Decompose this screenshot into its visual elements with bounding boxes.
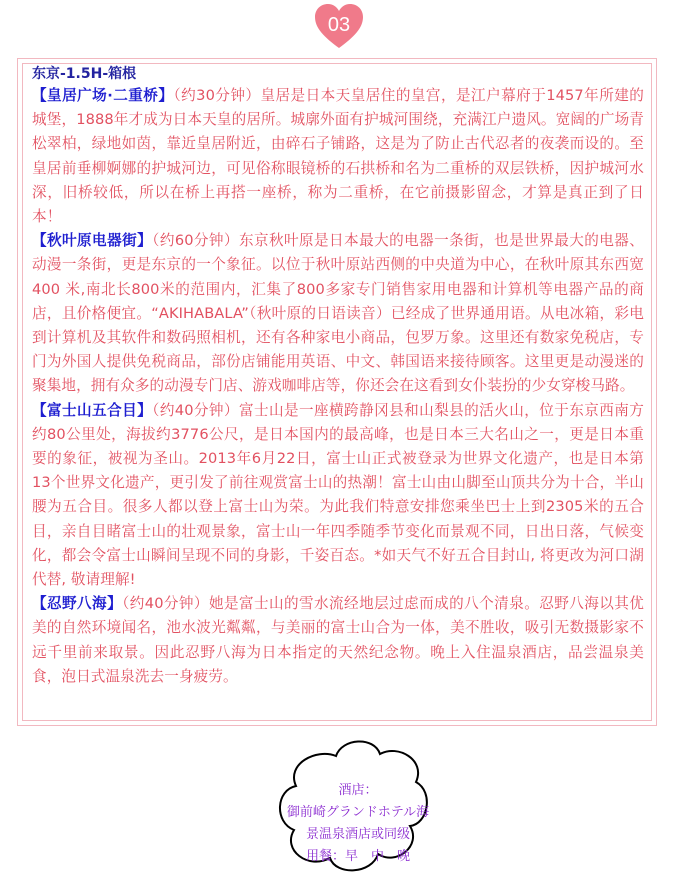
hotel-text xyxy=(284,780,432,868)
spot-description: 皇居是日本天皇居住的皇宫，是江户幕府于1457年所建的城堡，1888年才成为日本天皇的居所。城廓外面有护城河围绕，充满江户遗风。宽阔的广场青松翠柏，绿地如茵，靠近皇居附近，由碎石子铺路，这是为了防止古代忍者的夜袭而设的。至皇居前垂柳婀娜的护城河边，可见俗称眼镜桥的石拱桥和名为二重桥的双层铁桥，因护城河水深，旧桥较低，所以在桥上再搭一座桥，称为二重桥，在它前摄影留念，才算是真正到了日本！ xyxy=(32,87,644,226)
spot-duration: （约30分钟） xyxy=(173,87,261,104)
hotel-meals: 用餐：早 中 晚 xyxy=(305,849,410,864)
spot-description: 富士山是一座横跨静冈县和山梨县的活火山，位于东京西南方约80公里处，海拔约3776公尺，是日本国内的最高峰，也是日本三大名山之一，更是日本重要的象征，被视为圣山。2013年6月22日，富士山正式被登录为世界文化遗产，也是日本第13个世界文化遗产，更引发了前往观赏富士山的热潮！富士山由山脚至山顶共分为十合，半山腰为五合目。很多人都以登上富士山为荣。为此我们特意安排您乘坐巴士上到2305米的五合目，亲自目睹富士山的壮观景象，富士山一年四季随季节变化而景观不同，日出日落，气候变化，都会令富士山瞬间呈现不同的身影，千姿百态。*如天气不好五合目封山, 将更改为河口湖代替, 敬请理解! xyxy=(32,401,644,589)
hotel-name: 御前崎グランドホテル海景温泉酒店或同级 xyxy=(286,805,430,842)
spot-description: 东京秋叶原是日本最大的电器一条街，也是世界最大的电器、动漫一条街，更是东京的一个象征。以位于秋叶原站西侧的中央道为中心，在秋叶原其东西宽400 米,南北长800米的范围内，汇集了800多家专门销售家用电器和计算机等电器产品的商店，且价格便宜。“AKIHABALA”（秋叶原的日语读音）已经成了世界通用语。从电冰箱，彩电到计算机及其软件和数码照相机，还有各种家电小商品，包罗万象。这里还有数家免税店，专门为外国人提供免税商品，部份店铺能用英语、中文、韩国语来接待顾客。这里更是动漫迷的聚集地，拥有众多的动漫专门店、游戏咖啡店等，你还会在这看到女仆装扮的少女穿梭马路。 xyxy=(32,232,644,395)
itinerary-content xyxy=(32,64,644,689)
spot-description: 她是富士山的雪水流经地层过虑而成的八个清泉。忍野八海以其优美的自然环境闻名，池水波光粼粼，与美丽的富士山合为一体，美不胜收，吸引无数摄影家不远千里前来取景。因此忍野八海为日本指定的天然纪念物。晚上入住温泉酒店，品尝温泉美食，泡日式温泉洗去一身疲劳。 xyxy=(32,595,644,685)
spot-name: 【皇居广场·二重桥】 xyxy=(32,87,174,104)
spot-paragraph xyxy=(32,84,644,229)
hotel-info-cloud xyxy=(276,734,436,894)
spot-paragraph xyxy=(32,229,644,398)
spot-duration: （约60分钟） xyxy=(152,232,239,250)
spot-paragraph xyxy=(32,592,644,689)
spot-name: 【富士山五合目】 xyxy=(32,401,153,419)
spot-paragraph xyxy=(32,399,644,593)
day-number: 03 xyxy=(327,14,351,36)
day-badge xyxy=(314,4,364,50)
route-title: 东京-1.5H-箱根 xyxy=(32,66,137,82)
spot-duration: （约40分钟） xyxy=(122,595,209,613)
spot-duration: （约40分钟） xyxy=(152,401,239,419)
spot-name: 【秋叶原电器街】 xyxy=(32,232,153,250)
spot-name: 【忍野八海】 xyxy=(32,595,123,613)
hotel-label: 酒店： xyxy=(338,783,378,798)
